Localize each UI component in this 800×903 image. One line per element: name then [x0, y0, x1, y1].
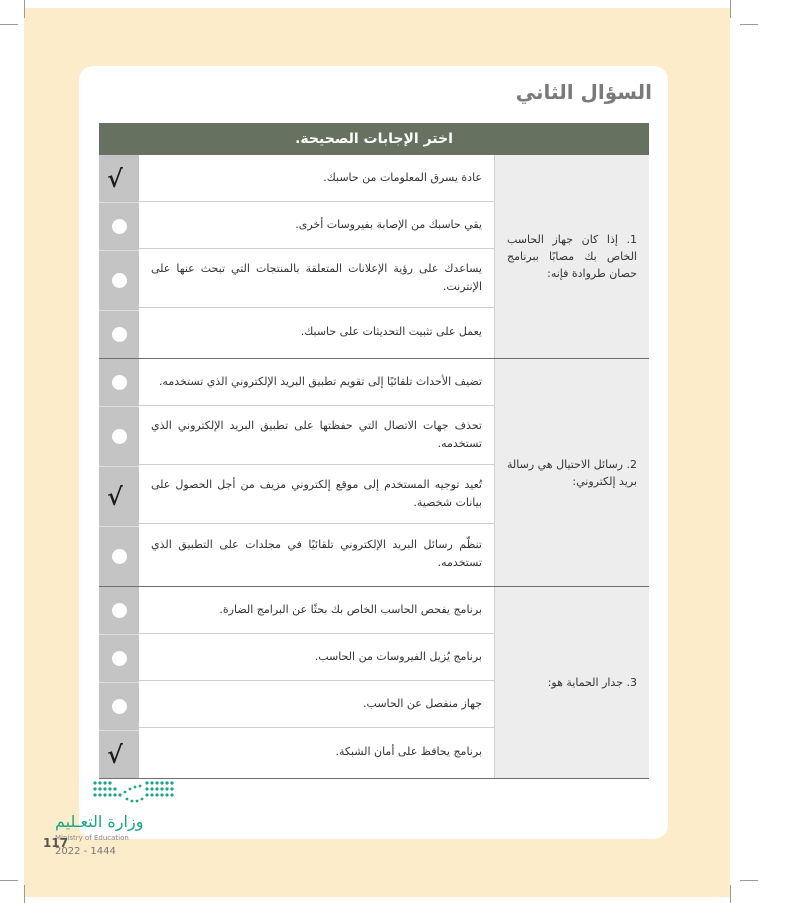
check-cell[interactable] [99, 203, 139, 251]
page-number: 117 [43, 836, 69, 850]
radio-circle-icon[interactable] [112, 699, 127, 714]
answer-option[interactable]: جهاز منفصل عن الحاسب. [139, 681, 494, 728]
ministry-name-english: Ministry of Education [55, 834, 129, 842]
check-cell[interactable] [99, 527, 139, 586]
crop-mark [740, 880, 758, 881]
answer-option[interactable]: برنامج يفحص الحاسب الخاص بك بحثًا عن البرامج الضارة. [139, 587, 494, 634]
question-group [99, 586, 649, 778]
answer-option[interactable]: تضيف الأحداث تلقائيًا إلى تقويم تطبيق البريد الإلكتروني الذي تستخدمه. [139, 359, 494, 406]
question-title: السؤال الثاني [515, 80, 652, 104]
crop-mark [740, 24, 758, 25]
radio-circle-icon[interactable] [112, 651, 127, 666]
radio-circle-icon[interactable] [112, 273, 127, 288]
edition-year: 2022 - 1444 [55, 846, 116, 857]
check-cell[interactable] [99, 467, 139, 527]
check-cell[interactable] [99, 407, 139, 467]
radio-circle-icon[interactable] [112, 429, 127, 444]
check-mark-icon: √ [107, 739, 123, 769]
check-column [99, 155, 139, 358]
radio-circle-icon[interactable] [112, 603, 127, 618]
answer-option[interactable]: برنامج يُزيل الفيروسات من الحاسب. [139, 634, 494, 681]
answer-option[interactable]: برنامج يحافظ على أمان الشبكة. [335, 744, 482, 758]
question-text: 2. رسائل الاحتيال هي رسالة بريد إلكتروني: [494, 359, 649, 586]
crop-mark [730, 885, 731, 903]
radio-circle-icon[interactable] [112, 375, 127, 390]
check-cell[interactable] [99, 731, 139, 778]
check-mark-icon: √ [107, 163, 123, 193]
check-cell[interactable] [99, 683, 139, 731]
radio-circle-icon[interactable] [112, 327, 127, 342]
crop-mark [0, 880, 18, 881]
ministry-name-arabic: وزارة التعـليم [55, 812, 144, 831]
radio-circle-icon[interactable] [112, 549, 127, 564]
check-cell[interactable] [99, 587, 139, 635]
check-cell[interactable] [99, 251, 139, 311]
crop-mark [24, 885, 25, 903]
check-cell[interactable] [99, 311, 139, 358]
check-mark-icon: √ [107, 481, 123, 511]
radio-circle-icon[interactable] [112, 219, 127, 234]
question-table [99, 123, 649, 779]
check-column [99, 359, 139, 586]
ministry-logo-icon [92, 779, 182, 805]
check-cell[interactable] [99, 359, 139, 407]
crop-mark [0, 24, 18, 25]
check-cell[interactable] [99, 155, 139, 203]
question-group [99, 154, 649, 358]
answers-column [139, 155, 494, 358]
table-header: اختر الإجابات الصحيحة. [99, 123, 649, 154]
answer-option[interactable]: تحذف جهات الاتصال التي حفظتها على تطبيق البريد الإلكتروني الذي تستخدمه. [139, 406, 494, 465]
answer-option[interactable]: يساعدك على رؤية الإعلانات المتعلقة بالمنتجات التي تبحث عنها على الإنترنت. [139, 249, 494, 308]
answers-column [139, 587, 494, 778]
answer-option[interactable]: تنظّم رسائل البريد الإلكتروني تلقائيًا في مجلدات على التطبيق الذي تستخدمه. [151, 537, 482, 569]
answer-option[interactable]: يقي حاسبك من الإصابة بفيروسات أخرى. [139, 202, 494, 249]
question-text: 3. جدار الحماية هو: [494, 587, 649, 778]
answer-option[interactable]: تُعيد توجيه المستخدم إلى موقع إلكتروني مزيف من أجل الحصول على بيانات شخصية. [139, 465, 494, 524]
crop-mark [24, 0, 25, 18]
check-cell[interactable] [99, 635, 139, 683]
crop-mark [730, 0, 731, 18]
answers-column [139, 359, 494, 586]
question-text: 1. إذا كان جهاز الحاسب الخاص بك مصابًا ببرنامج حصان طروادة فإنه: [494, 155, 649, 358]
check-column [99, 587, 139, 778]
question-group [99, 358, 649, 586]
answer-option[interactable]: يعمل على تثبيت التحديثات على حاسبك. [300, 324, 482, 338]
answer-option[interactable]: عادة يسرق المعلومات من حاسبك. [139, 155, 494, 202]
